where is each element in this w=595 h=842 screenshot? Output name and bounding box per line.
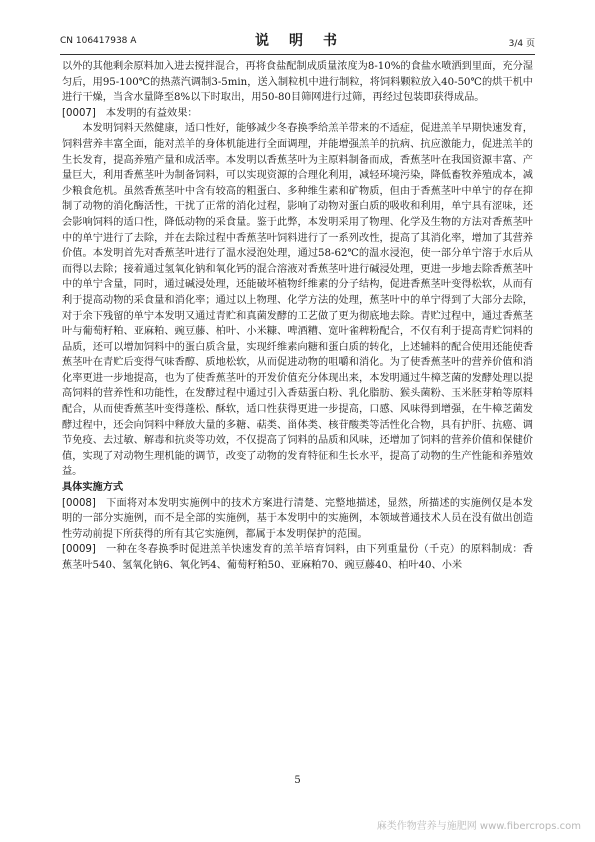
watermark: 麻类作物营养与施肥网 www.fibercrops.com (376, 821, 581, 832)
document-title: 说 明 书 (255, 33, 340, 49)
paragraph-0008 (62, 496, 533, 543)
publication-number: CN 106417938 A (60, 36, 137, 46)
paragraph-number: [0008] (62, 497, 96, 509)
header-rule (60, 54, 535, 55)
paragraph-text: 下面将对本发明实施例中的技术方案进行清楚、完整地描述，显然，所描述的实施例仅是本发明的一部分实施例，而不是全部的实施例，基于本发明中的实施例，本领域普通技术人员在没有做出创造性劳动前提下所获得的所有其它实施例，都属于本发明保护的范围。 (62, 497, 533, 540)
benefit-paragraph: 本发明饲料天然健康，适口性好，能够减少冬春换季给羔羊带来的不适症，促进羔羊早期快速发育，饲料营养丰富全面，能对羔羊的身体机能进行全面调理，并能增强羔羊的抗病、抗应激能力，促进羔羊的生长发育，提高养殖产量和成活率。本发明以香蕉茎叶为主原料制备而成，香蕉茎叶在我国资源丰富、产量巨大，利用香蕉茎叶为制备饲料，可以实现资源的合理化利用，减轻环境污染，降低畜牧养殖成本，减少粮食危机。虽然香蕉茎叶中含有较高的粗蛋白、多种维生素和矿物质，但由于香蕉茎叶中单宁的存在抑制了动物的消化酶活性，干扰了正常的消化过程，影响了动物对蛋白质的吸收和利用，单宁具有涩味，还会影响饲料的适口性，降低动物的采食量。鉴于此弊，本发明采用了物理、化学及生物的方法对香蕉茎叶中的单宁进行了去除，并在去除过程中香蕉茎叶饲料进行了一系列改性，提高了其消化率，增加了其营养价值。本发明首先对香蕉茎叶进行了温水浸泡处理，通过58-62℃的温水浸泡，使一部分单宁溶于水后从而得以去除；接着通过氢氧化钠和氧化钙的混合溶液对香蕉茎叶进行碱浸处理，更进一步地去除香蕉茎叶中的单宁含量，同时，通过碱浸处理，还能破坏植物纤维素的分子结构，促进香蕉茎叶变得松软，从而有利于提高动物的采食量和消化率；通过以上物理、化学方法的处理，蕉茎叶中的单宁得到了大部分去除，对于余下残留的单宁本发明又通过青贮和真菌发酵的工艺做了更为彻底地去除。青贮过程中，通过香蕉茎叶与葡萄籽粕、亚麻粕、豌豆藤、柏叶、小米糠、啤酒糟、宽叶雀稗粉配合，不仅有利于提高青贮饲料的品质，还可以增加饲料中的蛋白质含量，实现纤维素向糖和蛋白质的转化，上述辅料的配合使用还能使香蕉茎叶在青贮后变得气味香醇、质地松软，从而促进动物的咀嚼和消化。为了使香蕉茎叶的营养价值和消化率更进一步地提高，也为了使香蕉茎叶的开发价值充分体现出来，本发明通过牛樟芝菌的发酵处理以提高饲料的营养性和功能性，在发酵过程中通过引入香菇蛋白粉、乳化脂肪、猴头菌粉、玉米胚芽粕等原料配合，从而使香蕉茎叶变得蓬松、酥软，适口性获得更进一步提高，口感、风味得到增强，在牛樟芝菌发酵过程中，还会向饲料中释放大量的多糖、萜类、甾体类、核苷酸类等活性化合物，具有护肝、抗癌、调节免疫、去过敏、解毒和抗炎等功效，不仅提高了饲料的品质和风味，还增加了饲料的营养价值和保健价值，实现了对动物生理机能的调节，改变了动物的发育特征和生长水平，提高了动物的生产性能和养殖效益。 (62, 123, 533, 478)
page-header (60, 30, 535, 52)
section-heading: 具体实施方式 (62, 482, 124, 494)
paragraph-text: 本发明的有益效果： (105, 107, 198, 119)
paragraph-number: [0009] (62, 544, 96, 556)
paragraph-0007 (62, 106, 533, 122)
paragraph-number: [0007] (62, 107, 96, 119)
intro-paragraph: 以外的其他剩余原料加入进去搅拌混合，再将食盐配制成质量浓度为8-10%的食盐水喷洒到里面，充分湿匀后，用95-100℃的热蒸汽调制3-5min，送入制粒机中进行制粒，将饲料颗粒放入40-50℃的烘干机中进行干燥，当含水量降至8%以下时取出，用50-80目筛网进行过筛，再经过包装即获得成品。 (62, 61, 533, 104)
paragraph-0009 (62, 542, 533, 573)
page-indicator: 3/4 页 (508, 39, 535, 49)
page-number: 5 (294, 775, 301, 786)
paragraph-text: 一种在冬春换季时促进羔羊快速发育的羔羊培育饲料，由下列重量份（千克）的原料制成：香蕉茎叶540、氢氧化钠6、氧化钙4、葡萄籽粕50、亚麻粕70、豌豆藤40、柏叶40、小米 (62, 544, 533, 571)
document-body (62, 59, 533, 574)
